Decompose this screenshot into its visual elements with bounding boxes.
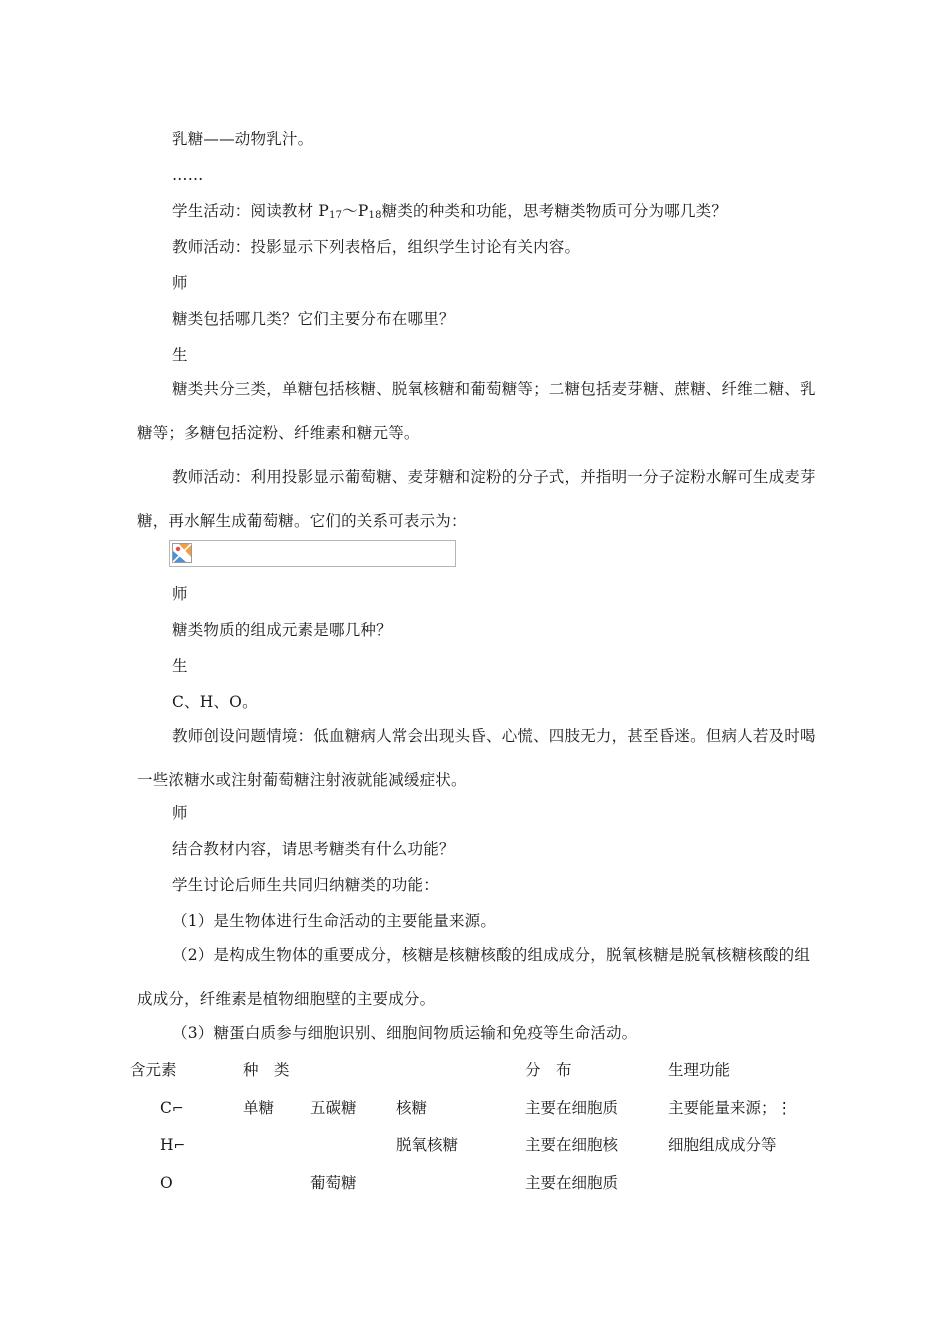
function-item-3: （3）糖蛋白质参与细胞识别、细胞间物质运输和免疫等生命活动。 [172,1024,638,1042]
text-line-question-2: 糖类物质的组成元素是哪几种？ [172,621,392,639]
function-item-1: （1）是生物体进行生命活动的主要能量来源。 [172,912,497,930]
type-deoxyribose: 脱氧核糖 [396,1136,459,1154]
element-c: C [160,1099,172,1117]
type-pentose: 五碳糖 [310,1099,357,1117]
paragraph-problem-situation: 教师创设问题情境：低血糖病人常会出现头昏、心慌、四肢无力，甚至昏迷。但病人若及时喝一些浓糖水或注射葡萄糖注射液就能减缓症状。 [137,727,816,789]
text-line-teacher-activity-1: 教师活动：投影显示下列表格后，组织学生讨论有关内容。 [172,238,581,256]
speaker-teacher: 师 [172,274,188,292]
table-header-distribution: 分 布 [525,1061,572,1079]
page-subscript: 18 [368,210,382,221]
function-item-2: （2）是构成生物体的重要成分，核糖是核糖核酸的组成成分，脱氧核糖是脱氧核糖核酸的组成成分，纤维素是植物细胞壁的主要成分。 [137,946,811,1008]
element-h: H [160,1136,174,1154]
speaker-student: 生 [172,346,188,364]
distribution-3: 主要在细胞质 [525,1174,619,1192]
distribution-2: 主要在细胞核 [525,1136,619,1154]
speaker-teacher: 师 [172,585,188,603]
function-1 [668,1097,792,1119]
function-2: 细胞组成成分等 [668,1136,777,1154]
speaker-student: 生 [172,657,188,675]
text-segment: 糖类的种类和功能，思考糖类物质可分为哪几类？ [381,202,728,220]
paragraph-sugar-types: 糖类共分三类，单糖包括核糖、脱氧核糖和葡萄糖等；二糖包括麦芽糖、蔗糖、纤维二糖、乳糖等；多糖包括淀粉、纤维素和糖元等。 [137,380,816,442]
text-line-summary-intro: 学生讨论后师生共同归纳糖类的功能： [172,876,439,894]
text-line-elements: C、H、O。 [172,693,258,711]
function-1-text: 主要能量来源； [668,1099,777,1117]
brace-icon: ⌐ [173,1138,186,1154]
table-row [160,1097,184,1120]
text-line-question-3: 结合教材内容，请思考糖类有什么功能？ [172,840,455,858]
type-glucose: 葡萄糖 [310,1174,357,1192]
page-subscript: 17 [329,210,343,221]
brace-icon: ⌐ [171,1101,184,1117]
speaker-teacher: 师 [172,804,188,822]
broken-image-placeholder [169,540,456,567]
type-ribose: 核糖 [396,1099,428,1117]
element-o: O [160,1174,173,1192]
text-line-question-1: 糖类包括哪几类？它们主要分布在哪里？ [172,310,455,328]
distribution-1: 主要在细胞质 [525,1099,619,1117]
text-line-ellipsis: …… [172,166,204,184]
text-line-lactose: 乳糖——动物乳汁。 [172,130,314,148]
table-header-function: 生理功能 [668,1061,731,1079]
table-header-elements: 含元素 [130,1061,177,1079]
table-header-types: 种 类 [243,1061,290,1079]
broken-image-icon [172,543,192,563]
table-row [160,1134,185,1157]
type-monosaccharide: 单糖 [243,1099,275,1117]
text-line-student-activity-1 [172,200,852,227]
function-1-tail: ⋮ [776,1099,793,1117]
text-segment: ～P [342,202,369,220]
paragraph-teacher-activity-2: 教师活动：利用投影显示葡萄糖、麦芽糖和淀粉的分子式，并指明一分子淀粉水解可生成麦芽糖，再水解生成葡萄糖。它们的关系可表示为： [137,468,816,530]
text-segment: 学生活动：阅读教材 P [172,202,330,220]
